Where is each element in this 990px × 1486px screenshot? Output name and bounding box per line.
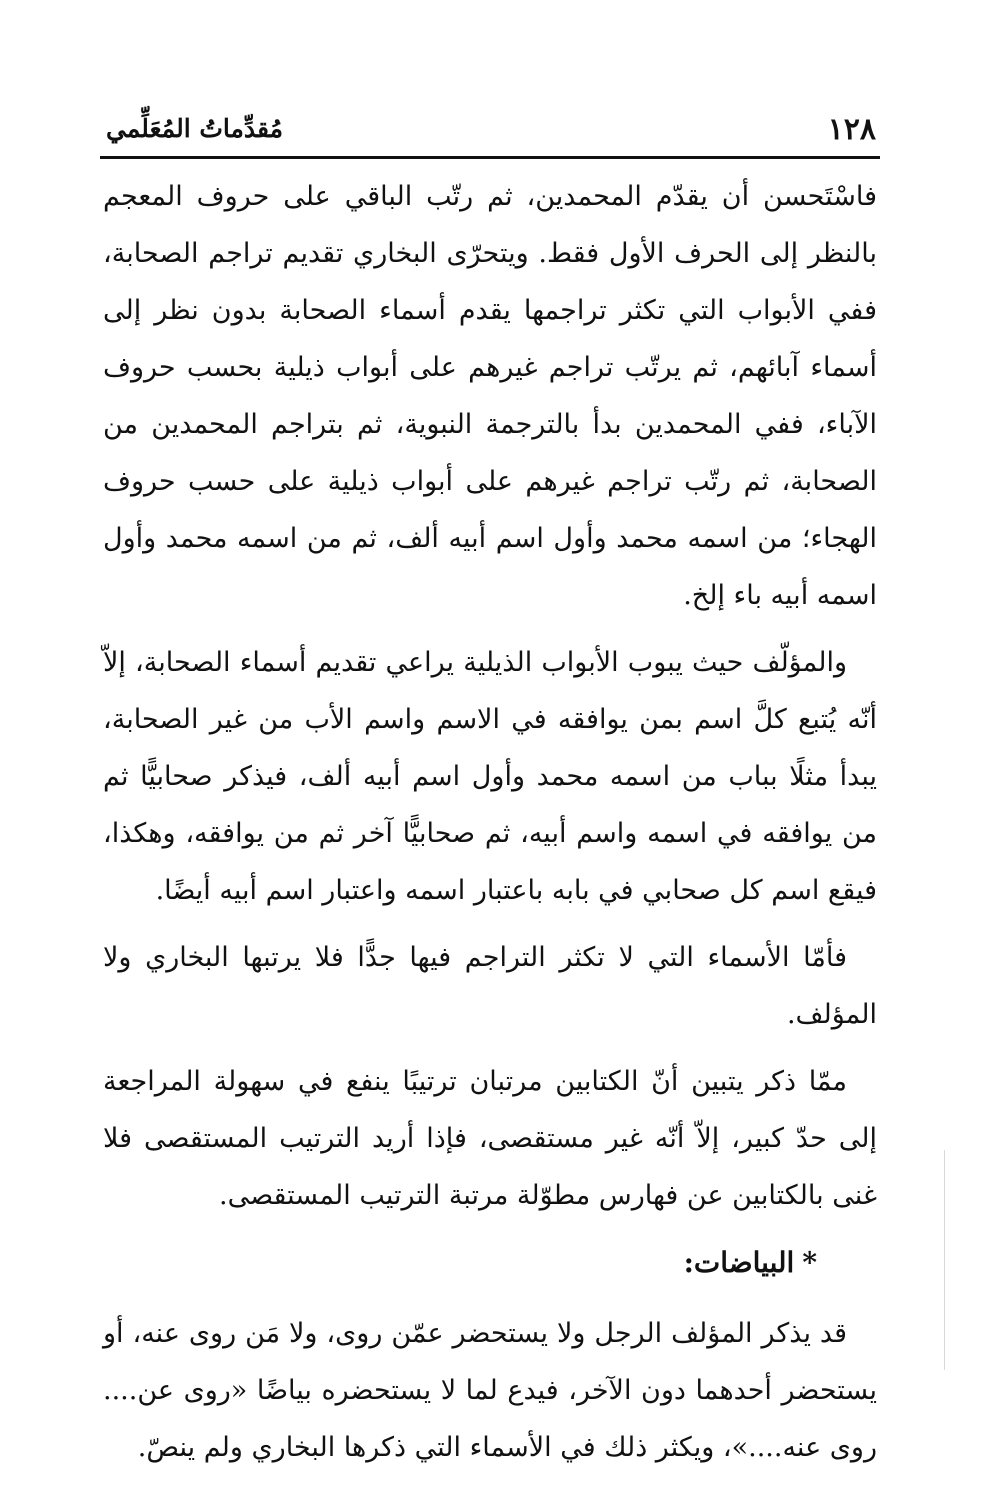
paragraph-4: ممّا ذكر يتبين أنّ الكتابين مرتبان ترتيبًا ينفع في سهولة المراجعة إلى حدّ كبير، إلاّ أنّه غير مستقصى، فإذا أريد الترتيب المستقصى فلا غنى بالكتابين عن فهارس مطوّلة مرتبة الترتيب المستقصى. — [103, 1066, 877, 1211]
scan-edge-line — [944, 1150, 945, 1370]
section-heading-title: البياضات: — [683, 1246, 795, 1279]
star-bullet-icon: * — [802, 1246, 817, 1279]
page-header — [100, 110, 880, 159]
page-body — [103, 168, 877, 1486]
section-heading — [103, 1234, 877, 1291]
page-number: ١٢٨ — [827, 112, 876, 147]
paragraph-3: فأمّا الأسماء التي لا تكثر التراجم فيها جدًّا فلا يرتبها البخاري ولا المؤلف. — [103, 942, 877, 1030]
paragraph-5: قد يذكر المؤلف الرجل ولا يستحضر عمّن روى، ولا مَن روى عنه، أو يستحضر أحدهما دون الآخر، فيدع لما لا يستحضره بياضًا «روى عن.... روى عنه....»، ويكثر ذلك في الأسماء التي ذكرها البخاري ولم ينصّ. — [103, 1318, 877, 1463]
paragraph-2: والمؤلّف حيث يبوب الأبواب الذيلية يراعي تقديم أسماء الصحابة، إلاّ أنّه يُتبع كلَّ اسم بمن يوافقه في الاسم واسم الأب من غير الصحابة، يبدأ مثلًا بباب من اسمه محمد وأول اسم أبيه ألف، فيذكر صحابيًّا ثم من يوافقه في اسمه واسم أبيه، ثم صحابيًّا آخر ثم من يوافقه، وهكذا، فيقع اسم كل صحابي في بابه باعتبار اسمه واعتبار اسم أبيه أيضًا. — [103, 647, 877, 906]
running-title: مُقدِّماتُ المُعَلِّمي — [106, 114, 284, 143]
paragraph-1: فاسْتَحسن أن يقدّم المحمدين، ثم رتّب الباقي على حروف المعجم بالنظر إلى الحرف الأول فقط. ويتحرّى البخاري تقديم تراجم الصحابة، ففي الأبواب التي تكثر تراجمها يقدم أسماء الصحابة بدون نظر إلى أسماء آبائهم، ثم يرتّب تراجم غيرهم على أبواب ذيلية بحسب حروف الآباء، ففي المحمدين بدأ بالترجمة النبوية، ثم بتراجم المحمدين من الصحابة، ثم رتّب تراجم غيرهم على أبواب ذيلية على حسب حروف الهجاء؛ من اسمه محمد وأول اسم أبيه ألف، ثم من اسمه محمد وأول اسمه أبيه باء إلخ. — [103, 181, 877, 611]
